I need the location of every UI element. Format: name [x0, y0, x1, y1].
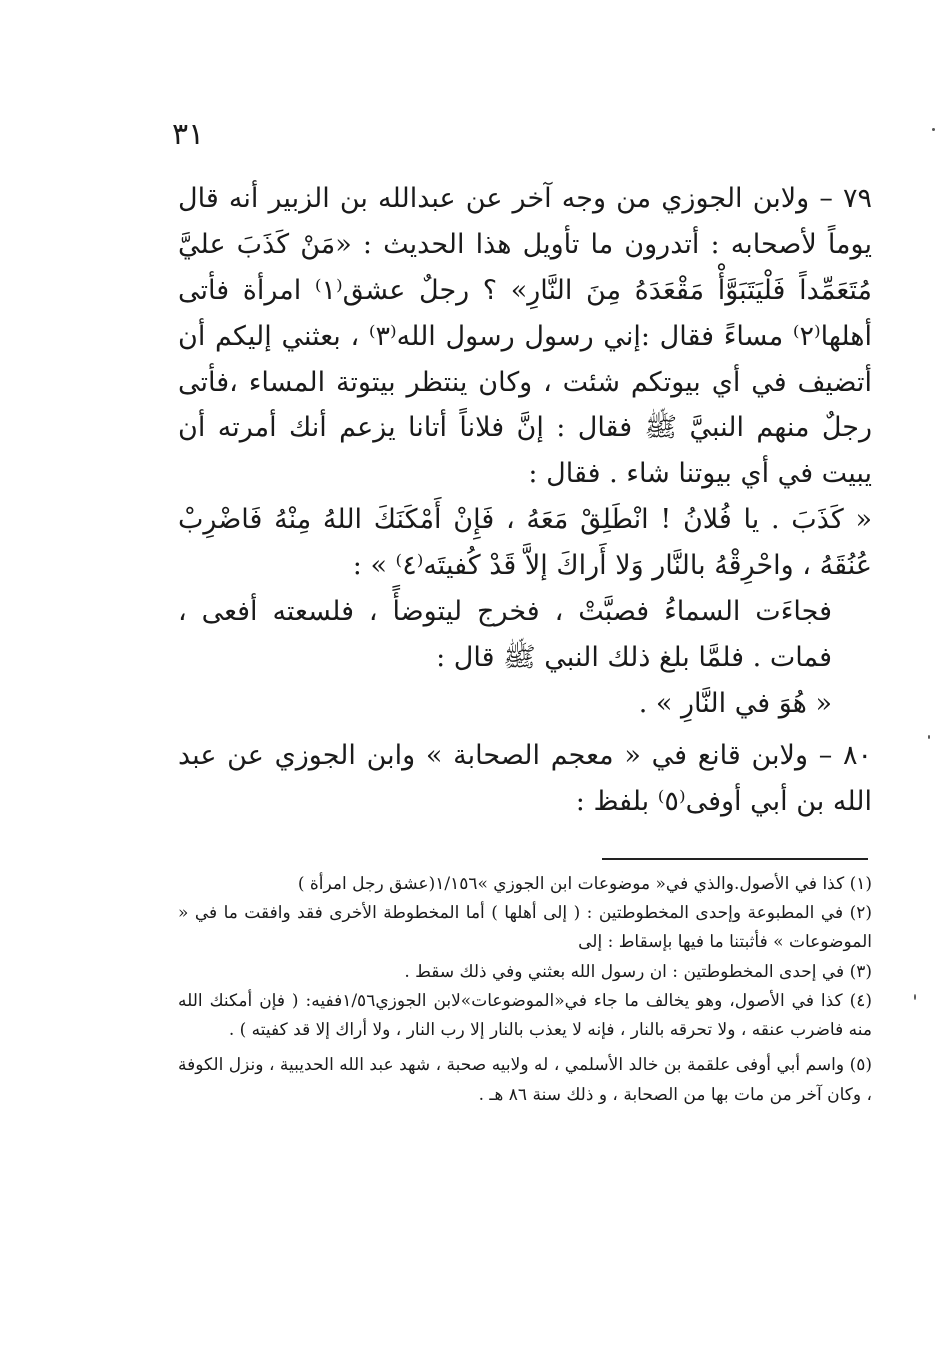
paragraph-79: ٧٩ – ولابن الجوزي من وجه آخر عن عبدالله بن الزبير أنه قال يوماً لأصحابه : أتدرون ما تأويل هذا الحديث : «مَنْ كَذَبَ عليَّ مُتَعَمِّداً فَلْيَتَبَوَّأْ مَقْعَدَهُ مِنَ النَّارِ» ؟ رجلٌ عشق⁽١⁾ امرأة فأتى أهلها⁽٢⁾ مساءً فقال :إني رسول رسول الله⁽٣⁾ ، بعثني إليكم أن أتضيف في أي بيوتكم شئت ، وكان ينتظر بيتوتة المساء ،فأتى رجلٌ منهم النبيَّ ﷺ فقال : إنَّ فلاناً أتانا يزعم أنك أمرته أن يبيت في أي بيوتنا شاء . فقال : — [178, 183, 872, 490]
scan-speck — [932, 128, 935, 131]
footnote-5: (٥) واسم أبي أوفى علقمة بن خالد الأسلمي ، له ولابيه صحبة ، شهد عبد الله الحديبية ، ونزل الكوفة ، وكان آخر من مات بها من الصحابة ، و ذلك سنة ٨٦ هـ . — [178, 1055, 872, 1105]
footnote-1: (١) كذا في الأصول.والذي في« موضوعات ابن الجوزي »١/١٥٦(عشق رجل امرأة ) — [297, 874, 872, 894]
scan-speck — [928, 735, 930, 739]
footnote-2: (٢) في المطبوعة وإحدى المخطوطتين : ( إلى أهلها ) أما المخطوطة الأخرى فقد وافقت ما في « الموضوعات » فأثبتنا ما فيها بإسقاط : إلى — [178, 903, 872, 953]
scan-speck — [914, 994, 916, 1000]
footnote-separator — [602, 858, 868, 860]
paragraph-79-continued: فجاءَت السماءُ فصبَّتْ ، فخرج ليتوضأً ، فلسعته أفعى ، فمات . فلمَّا بلغ ذلك النبي ﷺ قال : — [178, 596, 832, 673]
hadith-verdict: « هُوَ في النَّارِ » . — [638, 687, 832, 719]
hadith-quote: « كَذَبَ . يا فُلانُ ! انْطَلِقْ مَعَهُ ، فَإِنْ أَمْكَنَكَ اللهُ مِنْهُ فَاضْرِبْ عُنُقَهُ ، واحْرِقْهُ بالنَّار وَلا أَراكَ إلاَّ قَدْ كُفيتَه⁽٤⁾ » : — [178, 504, 872, 582]
paragraph-80: ٨٠ – ولابن قانع في « معجم الصحابة » وابن الجوزي عن عبد الله بن أبي أوفى⁽٥⁾ بلفظ : — [178, 739, 872, 817]
page-number: ٣١ — [172, 117, 205, 152]
main-text — [178, 176, 872, 824]
footnote-3: (٣) في إحدى المخطوطتين : ان رسول الله بعثني وفي ذلك سقط . — [404, 961, 872, 982]
footnote-4: (٤) كذا في الأصول، وهو يخالف ما جاء في«الموضوعات»لابن الجوزي١/٥٦ففيه: ( فإن أمكنك الله منه فاضرب عنقه ، ولا تحرقه بالنار ، فإنه لا يعذب بالنار إلا رب النار ، ولا أراك إلا قد كفيته ) . — [178, 990, 872, 1041]
footnotes — [178, 870, 872, 1110]
